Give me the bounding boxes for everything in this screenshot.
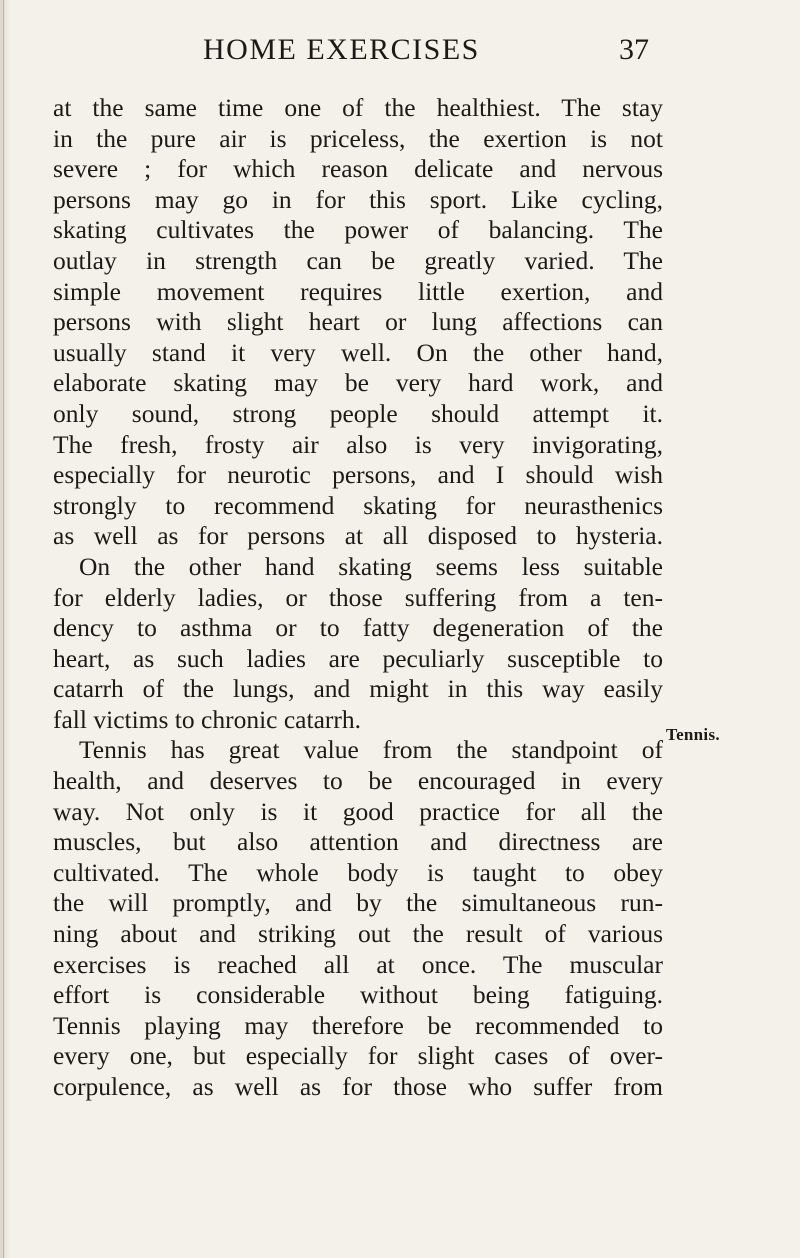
paragraph-start-line: Tennis has great value from the standpoint of	[79, 735, 663, 765]
text-line: especially for neurotic persons, and I should wish	[53, 460, 663, 490]
text-line: persons with slight heart or lung affections can	[53, 307, 663, 337]
text-line: ning about and striking out the result of various	[53, 919, 663, 949]
text-line: corpulence, as well as for those who suffer from	[53, 1072, 663, 1101]
text-line: catarrh of the lungs, and might in this way easily	[53, 674, 663, 704]
text-line: way. Not only is it good practice for all the	[53, 796, 663, 826]
page-gutter	[0, 0, 10, 1258]
text-line: only sound, strong people should attempt it.	[53, 398, 663, 428]
text-line: dency to asthma or to fatty degeneration of the	[53, 613, 663, 643]
text-line: outlay in strength can be greatly varied. The	[53, 245, 663, 275]
page-number: 37	[619, 33, 649, 66]
text-line: usually stand it very well. On the other hand,	[53, 337, 663, 367]
text-line: The fresh, frosty air also is very invigorating,	[53, 429, 663, 459]
text-line: every one, but especially for slight cases of over-	[53, 1041, 663, 1071]
text-line: strongly to recommend skating for neurasthenics	[53, 490, 663, 520]
text-line: heart, as such ladies are peculiarly susceptible to	[53, 643, 663, 673]
text-line: elaborate skating may be very hard work, and	[53, 368, 663, 398]
text-line: health, and deserves to be encouraged in every	[53, 766, 663, 796]
paragraph-end-line: fall victims to chronic catarrh.	[53, 704, 362, 734]
text-line: for elderly ladies, or those suffering from a ten-	[53, 582, 663, 612]
text-line: effort is considerable without being fatiguing.	[53, 980, 663, 1010]
paragraph-start-line: On the other hand skating seems less suitable	[79, 551, 663, 581]
running-head: HOME EXERCISES	[203, 33, 480, 66]
margin-note: Tennis.	[666, 725, 720, 744]
text-line: in the pure air is priceless, the exertion is not	[53, 123, 663, 153]
text-line: severe ; for which reason delicate and nervous	[53, 154, 663, 184]
binding-edge	[3, 0, 4, 1258]
body-text	[53, 93, 663, 1103]
text-line: skating cultivates the power of balancing. The	[53, 215, 663, 245]
text-line: simple movement requires little exertion, and	[53, 276, 663, 306]
text-line: cultivated. The whole body is taught to obey	[53, 857, 663, 887]
text-line: at the same time one of the healthiest. The stay	[53, 93, 663, 122]
page-header	[0, 30, 800, 70]
text-line: the will promptly, and by the simultaneous run-	[53, 888, 663, 918]
text-line: persons may go in for this sport. Like cycling,	[53, 184, 663, 214]
text-line: Tennis playing may therefore be recommended to	[53, 1010, 663, 1040]
text-line: muscles, but also attention and directness are	[53, 827, 663, 857]
text-line: as well as for persons at all disposed to hysteria.	[53, 521, 663, 551]
text-line: exercises is reached all at once. The muscular	[53, 949, 663, 979]
